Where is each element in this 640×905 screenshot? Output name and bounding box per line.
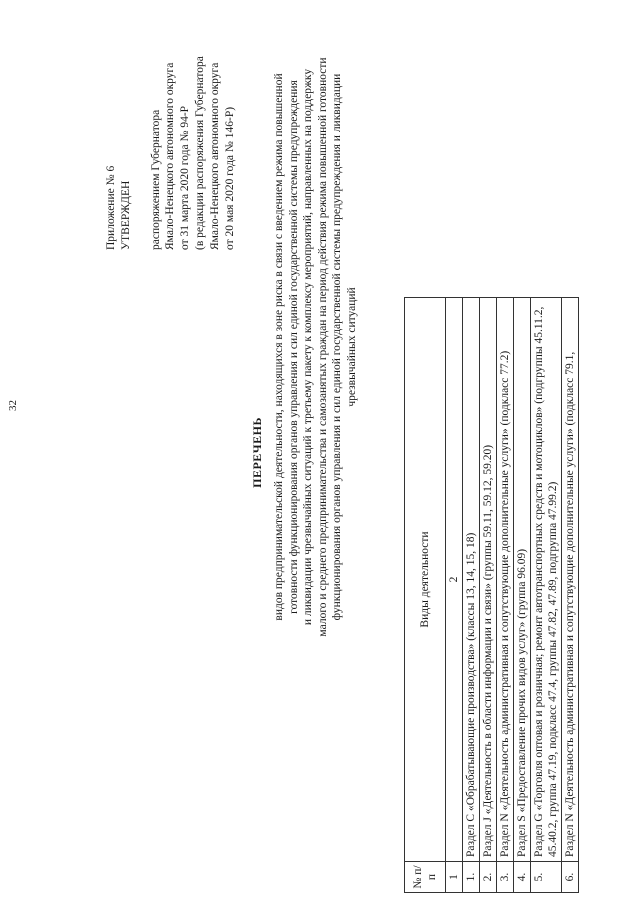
subtitle-line: готовности функционирования органов управления и сил единой государственной системы предупреждения — [287, 80, 300, 614]
subtitle-line: функционирования органов управления и сил единой государственной системы предупреждения и ликвидации — [331, 73, 344, 621]
document-title: ПЕРЕЧЕНЬ — [250, 417, 264, 488]
subtitle-line: малого и среднего предпринимательства и самозанятых граждан на период действия режима повышенной готовности — [316, 57, 329, 637]
header-activity-cell: Виды деятельности — [405, 298, 446, 862]
row-activity: Раздел С «Обрабатывающие производства» (классы 13, 14, 15, 18) — [463, 298, 480, 862]
table-row — [562, 298, 579, 893]
approval-approved: УТВЕРЖДЕН — [119, 180, 132, 250]
approval-annex-number: Приложение № 6 — [105, 165, 117, 250]
row-activity: Раздел N «Деятельность административная и сопутствующие дополнительные услуги» (подкласс 79.1, — [562, 298, 579, 862]
row-activity: Раздел S «Предоставление прочих видов услуг» (группа 96.09) — [514, 298, 531, 862]
approval-block — [104, 10, 237, 250]
approval-order-line: распоряжением Губернатора — [149, 109, 162, 250]
row-activity: Раздел J «Деятельность в области информации и связи» (группы 59.11, 59.12, 59.20) — [480, 298, 497, 862]
row-number: 6. — [562, 862, 579, 893]
approval-spacer — [134, 10, 149, 250]
table-index-row — [446, 298, 463, 893]
subtitle-line: видов предпринимательской деятельности, находящихся в зоне риска в связи с введением режима повышенной — [273, 73, 285, 621]
page-number: 32 — [7, 400, 19, 411]
approval-date-line: от 31 марта 2020 года № 94-Р — [179, 105, 192, 250]
row-activity: Раздел G «Торговля оптовая и розничная; ремонт автотранспортных средств и мотоциклов» (подгруппы 45.11.2, 45.40.2, группа 47.19, подкласс 47.4, группы 47.82, 47.89, подгруппа 47.99.2) — [531, 298, 562, 862]
row-number: 4. — [514, 862, 531, 893]
approval-revision-region-line: Ямало-Ненецкого автономного округа — [208, 62, 221, 250]
row-number: 1. — [463, 862, 480, 893]
table-row — [514, 298, 531, 893]
approval-revision-date-line: от 20 мая 2020 года № 146-Р) — [223, 106, 236, 250]
header-number-cell: № п/п — [405, 862, 446, 893]
row-number: 3. — [497, 862, 514, 893]
subtitle-line: и ликвидации чрезвычайных ситуаций к третьему пакету к комплексу мероприятий, направленных на поддержку — [302, 68, 315, 626]
document-subtitle — [272, 37, 360, 657]
activities-table — [404, 297, 579, 893]
table-header-row — [405, 298, 446, 893]
index-number-cell: 1 — [446, 862, 463, 893]
approval-revision-line: (в редакции распоряжения Губернатора — [193, 56, 206, 250]
subtitle-line: чрезвычайных ситуаций — [345, 287, 358, 407]
row-number: 5. — [531, 862, 562, 893]
table-row — [497, 298, 514, 893]
table-row — [480, 298, 497, 893]
table-row — [531, 298, 562, 893]
table-row — [463, 298, 480, 893]
row-number: 2. — [480, 862, 497, 893]
row-activity: Раздел N «Деятельность административная и сопутствующие дополнительные услуги» (подкласс 77.2) — [497, 298, 514, 862]
index-activity-cell: 2 — [446, 298, 463, 862]
approval-region-line: Ямало-Ненецкого автономного округа — [164, 62, 177, 250]
